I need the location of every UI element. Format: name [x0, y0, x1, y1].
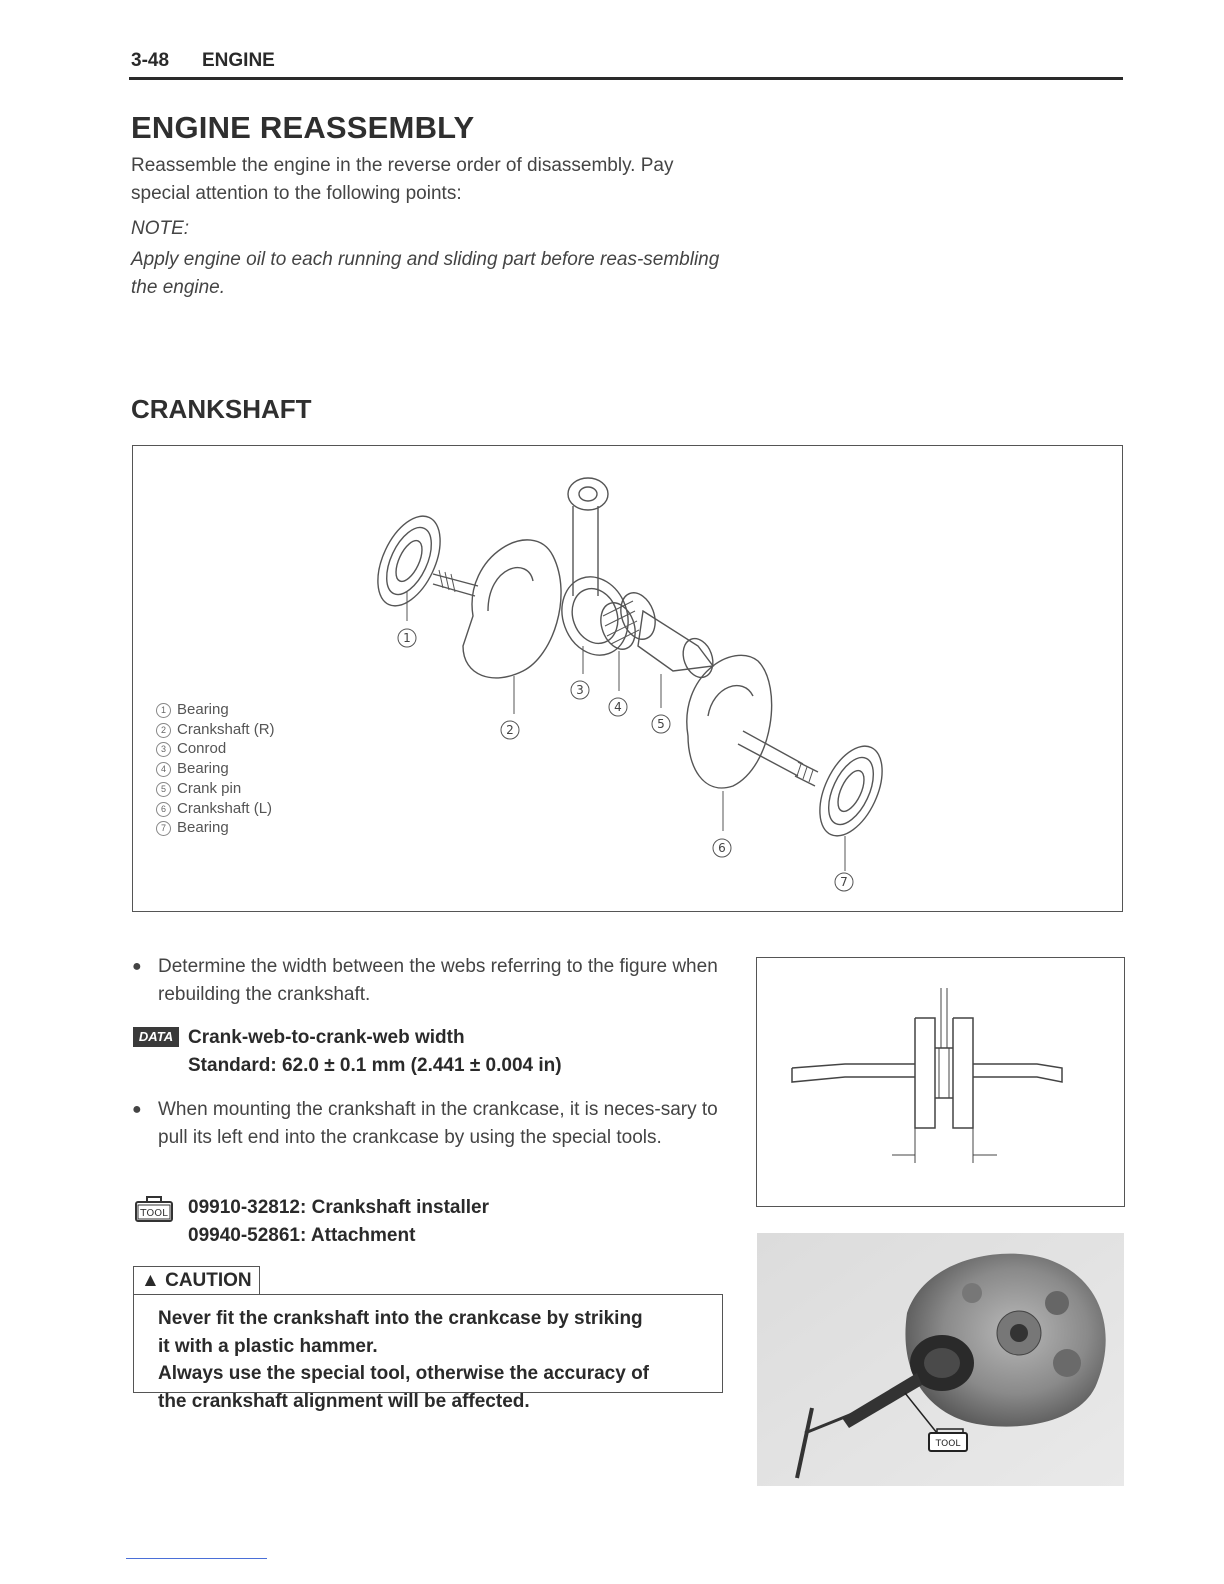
caution-line: the crankshaft alignment will be affected.	[158, 1390, 530, 1412]
bullet-dot: ●	[132, 1101, 142, 1118]
svg-text:TOOL: TOOL	[935, 1439, 961, 1449]
spec-label: Crank-web-to-crank-web width	[188, 1027, 465, 1048]
footer-line	[126, 1558, 267, 1559]
caution-line: Never fit the crankshaft into the crankcase by striking	[158, 1308, 643, 1329]
page-number: 3-48	[131, 50, 170, 71]
engine-photo	[757, 1233, 1124, 1486]
spec-value: Standard: 62.0 ± 0.1 mm (2.441 ± 0.004 in)	[188, 1055, 562, 1076]
note-label: NOTE:	[131, 218, 190, 239]
section-title: CRANKSHAFT	[131, 394, 312, 424]
callout-1: 1	[403, 631, 411, 645]
bearing-1-drawing	[365, 507, 453, 616]
tools-list	[188, 1194, 489, 1250]
legend-item: 4 Bearing	[156, 759, 275, 779]
tool-icon	[135, 1196, 173, 1222]
data-icon: DATA	[133, 1027, 179, 1047]
callout-5: 5	[657, 717, 665, 731]
caution-box	[133, 1294, 723, 1412]
spec-block	[188, 1024, 562, 1080]
legend-item: 5 Crank pin	[156, 779, 275, 799]
caution-line: it with a plastic hammer.	[158, 1335, 378, 1357]
bullet-dot: ●	[132, 958, 142, 975]
callout-4: 4	[614, 700, 622, 714]
bearing-7-drawing	[807, 737, 895, 846]
section-header: ENGINE	[202, 50, 275, 71]
page-title: ENGINE REASSEMBLY	[131, 110, 475, 145]
bullet-text: Determine the width between the webs referring to the figure when rebuilding the crankshaft.	[158, 956, 718, 1005]
bullet-mounting	[132, 1096, 728, 1152]
header-rule	[129, 77, 1123, 80]
legend-item: 6 Crankshaft (L)	[156, 799, 275, 819]
intro-paragraph: Reassemble the engine in the reverse order of disassembly. Pay special attention to the following points:	[131, 155, 674, 204]
legend-item: 1 Bearing	[156, 700, 275, 720]
figure-callouts	[398, 629, 853, 891]
figure-legend	[156, 700, 275, 838]
callout-6: 6	[718, 841, 726, 855]
caution-line: Always use the special tool, otherwise the accuracy of	[158, 1363, 650, 1384]
crank-web-diagram	[757, 958, 1126, 1208]
bullet-text: When mounting the crankshaft in the crankcase, it is neces-sary to pull its left end into the crankcase by using the special tools.	[158, 1099, 718, 1148]
caution-label: ▲ CAUTION	[133, 1266, 260, 1295]
callout-2: 2	[506, 723, 514, 737]
svg-text:TOOL: TOOL	[140, 1208, 168, 1219]
legend-item: 2 Crankshaft (R)	[156, 720, 275, 740]
web-width-diagram	[756, 957, 1125, 1207]
crankshaft-exploded-drawing	[133, 446, 1124, 913]
engine-tool-photo	[757, 1233, 1124, 1486]
tool-icon	[929, 1429, 967, 1451]
warning-icon: ▲	[141, 1270, 160, 1291]
legend-item: 7 Bearing	[156, 818, 275, 838]
tool-item: 09940-52861: Attachment	[188, 1225, 416, 1246]
crankshaft-figure	[132, 445, 1123, 912]
legend-item: 3 Conrod	[156, 739, 275, 759]
callout-3: 3	[576, 683, 584, 697]
tool-item: 09910-32812: Crankshaft installer	[188, 1197, 489, 1218]
callout-7: 7	[840, 875, 848, 889]
note-text: Apply engine oil to each running and sliding part before reas-sembling the engine.	[131, 249, 720, 298]
bullet-web-width	[132, 953, 728, 1009]
